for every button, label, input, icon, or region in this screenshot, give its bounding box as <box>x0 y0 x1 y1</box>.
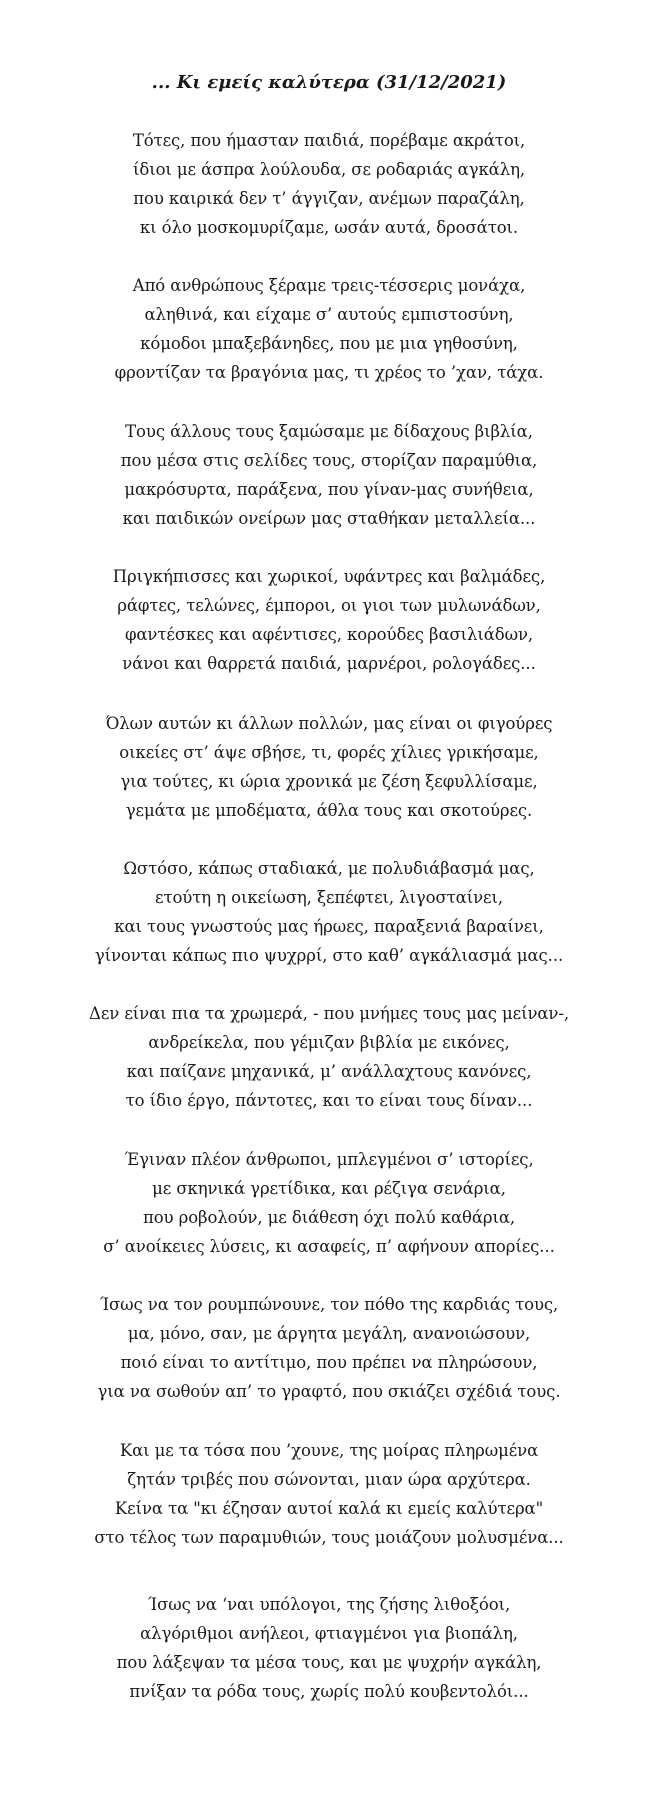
poem-line: για να σωθούν απ’ το γραφτό, που σκιάζει σχέδιά τους. <box>97 1382 561 1401</box>
stanza-4 <box>0 562 658 678</box>
poem-line: αληθινά, και είχαμε σ’ αυτούς εμπιστοσύνη, <box>144 305 514 324</box>
poem-line: Όλων αυτών κι άλλων πολλών, μας είναι οι φιγούρες <box>105 714 553 733</box>
stanza-3 <box>0 417 658 533</box>
poem-line: που μέσα στις σελίδες τους, στορίζαν παραμύθια, <box>120 451 538 470</box>
poem-line: που λάξεψαν τα μέσα τους, και με ψυχρήν αγκάλη, <box>116 1653 542 1672</box>
poem-line: που ροβολούν, με διάθεση όχι πολύ καθάρια, <box>142 1208 516 1227</box>
poem-line: φαντέσκες και αφέντισες, κορούδες βασιλιάδων, <box>124 625 534 644</box>
poem-line: Από ανθρώπους ξέραμε τρεις-τέσσερις μονάχα, <box>132 276 526 295</box>
poem-line: στο τέλος των παραμυθιών, τους μοιάζουν μολυσμένα... <box>94 1528 564 1547</box>
poem-line: Πριγκήπισσες και χωρικοί, υφάντρες και βαλμάδες, <box>112 567 546 586</box>
poem-line: ζητάν τριβές που σώνονται, μιαν ώρα αρχύτερα. <box>127 1470 531 1489</box>
stanza-11 <box>0 1590 658 1706</box>
poem-line: και παίζανε μηχανικά, μ’ ανάλλαχτους κανόνες, <box>126 1062 532 1081</box>
poem-line: που καιρικά δεν τ’ άγγιζαν, ανέμων παραζάλη, <box>133 189 525 208</box>
poem-line: ράφτες, τελώνες, έμποροι, οι γιοι των μυλωνάδων, <box>117 596 541 615</box>
poem-line: ίδιοι με άσπρα λούλουδα, σε ροδαριάς αγκάλη, <box>133 160 525 179</box>
poem-line: πνίξαν τα ρόδα τους, χωρίς πολύ κουβεντολόι... <box>129 1682 529 1701</box>
stanza-1 <box>0 126 658 242</box>
poem-line: αλγόριθμοι ανήλεοι, φτιαγμένοι για βιοπάλη, <box>140 1624 518 1643</box>
poem-line: Τους άλλους τους ξαμώσαμε με δίδαχους βιβλία, <box>125 422 533 441</box>
poem-line: και τους γνωστούς μας ήρωες, παραξενιά βαραίνει, <box>114 917 544 936</box>
stanza-2 <box>0 271 658 387</box>
poem-line: Ωστόσο, κάπως σταδιακά, με πολυδιάβασμά μας, <box>123 859 535 878</box>
poem-line: Ίσως να τον ρουμπώνουνε, τον πόθο της καρδιάς τους, <box>99 1295 559 1314</box>
poem-line: ανδρείκελα, που γέμιζαν βιβλία με εικόνες, <box>148 1033 510 1052</box>
poem-line: μα, μόνο, σαν, με άργητα μεγάλη, ανανοιώσουν, <box>127 1324 531 1343</box>
stanza-9 <box>0 1290 658 1406</box>
poem-line: σ’ ανοίκειες λύσεις, κι ασαφείς, π’ αφήνουν απορίες... <box>103 1237 555 1256</box>
poem-line: Τότες, που ήμασταν παιδιά, πορέβαμε ακράτοι, <box>132 131 526 150</box>
poem-line: με σκηνικά γρετίδικα, και ρέζιγα σενάρια, <box>152 1179 506 1198</box>
poem-line: φροντίζαν τα βραγόνια μας, τι χρέος το ’χαν, τάχα. <box>114 363 544 382</box>
poem-line: και παιδικών ονείρων μας σταθήκαν μεταλλεία... <box>122 509 536 528</box>
poem-line: γίνονται κάπως πιο ψυχρρί, στο καθ’ αγκάλιασμά μας... <box>94 946 564 965</box>
stanza-8 <box>0 1145 658 1261</box>
stanza-6 <box>0 854 658 970</box>
poem-line: Και με τα τόσα που ’χουνε, της μοίρας πληρωμένα <box>119 1441 539 1460</box>
stanza-10 <box>0 1436 658 1552</box>
stanza-7 <box>0 999 658 1115</box>
poem-title: ... Κι εμείς καλύτερα (31/12/2021) <box>151 72 507 93</box>
poem-line: για τούτες, κι ώρια χρονικά με ζέση ξεφυλλίσαμε, <box>120 772 538 791</box>
poem-line: Ίσως να ‘ναι υπόλογοι, της ζήσης λιθοξόοι, <box>147 1595 511 1614</box>
poem-line: το ίδιο έργο, πάντοτες, και το είναι τους δίναν... <box>125 1091 533 1110</box>
poem-line: νάνοι και θαρρετά παιδιά, μαρνέροι, ρολογάδες... <box>122 654 536 673</box>
poem-line: ποιό είναι το αντίτιμο, που πρέπει να πληρώσουν, <box>120 1353 538 1372</box>
poem-line: οικείες στ’ άψε σβήσε, τι, φορές χίλιες γρικήσαμε, <box>119 743 539 762</box>
poem-line: μακρόσυρτα, παράξενα, που γίναν-μας συνήθεια, <box>124 480 534 499</box>
stanza-5 <box>0 709 658 825</box>
poem-line: Έγιναν πλέον άνθρωποι, μπλεγμένοι σ’ ιστορίες, <box>124 1150 534 1169</box>
poem-line: ετούτη η οικείωση, ξεπέφτει, λιγοσταίνει, <box>155 888 503 907</box>
poem-line: κόμοδοι μπαξεβάνηδες, που με μια γηθοσύνη, <box>140 334 518 353</box>
poem-line: γεμάτα με μποδέματα, άθλα τους και σκοτούρες. <box>125 801 533 820</box>
poem-line: κι όλο μοσκομυρίζαμε, ωσάν αυτά, δροσάτοι. <box>139 218 519 237</box>
poem-line: Δεν είναι πια τα χρωμερά, - που μνήμες τους μας μείναν-, <box>89 1004 569 1023</box>
poem-line: Κείνα τα "κι έζησαν αυτοί καλά κι εμείς καλύτερα" <box>114 1499 544 1518</box>
